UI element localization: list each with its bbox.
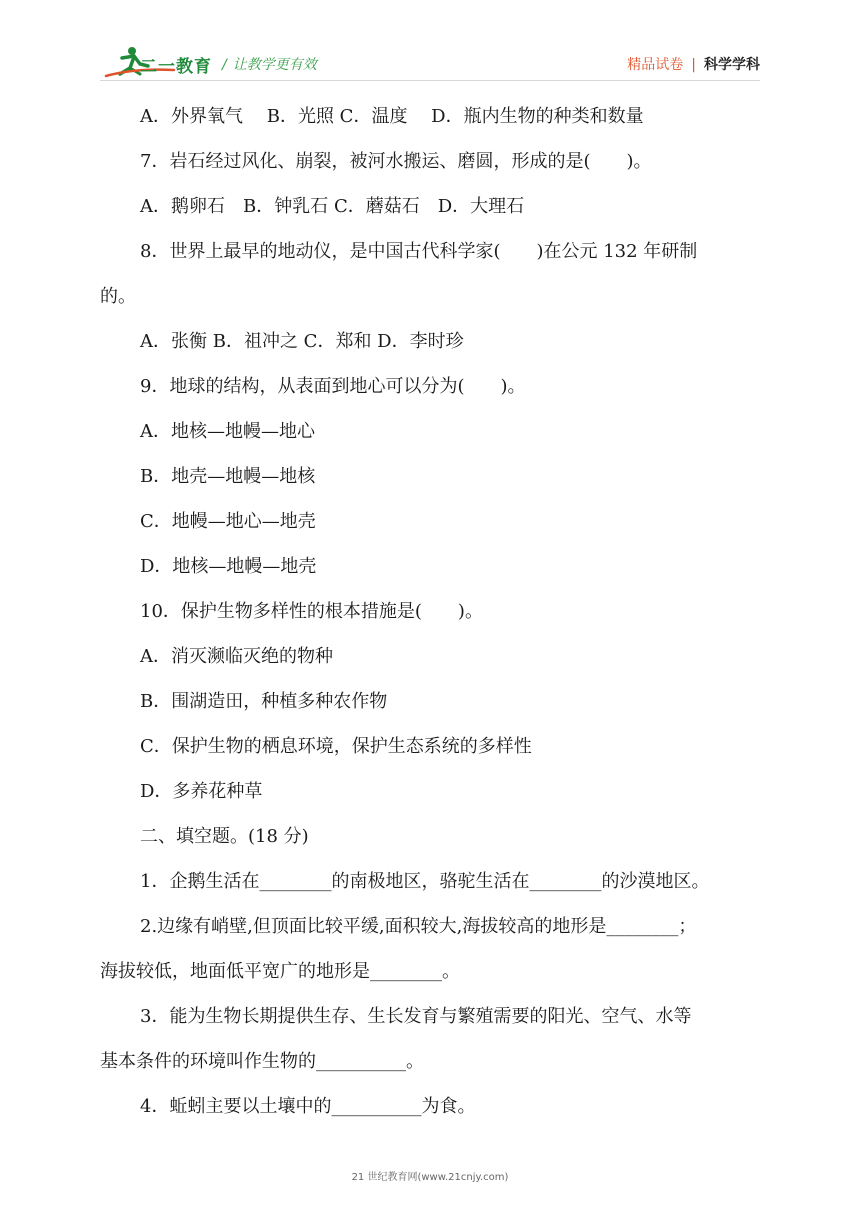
option-a: A．地核—地幔—地心 <box>140 421 315 442</box>
fill-question-2: 2.边缘有峭壁,但顶面比较平缓,面积较大,海拔较高的地形是________； <box>140 916 697 937</box>
page-footer: 21 世纪教育网(www.21cnjy.com) <box>351 1172 509 1183</box>
quality-paper-label: 精品试卷 <box>627 57 684 73</box>
option-c: C．保护生物的栖息环境，保护生态系统的多样性 <box>140 736 532 757</box>
fill-question-3: 3．能为生物长期提供生存、生长发育与繁殖需要的阳光、空气、水等 <box>140 1006 692 1027</box>
fill-question-1: 1．企鹅生活在________的南极地区，骆驼生活在________的沙漠地区。 <box>140 871 710 892</box>
page-header <box>0 0 860 88</box>
option-d: D．地核—地幔—地壳 <box>140 556 317 577</box>
option-c: C．地幔—地心—地壳 <box>140 511 316 532</box>
header-right <box>627 54 760 74</box>
option-d: D．多养花种草 <box>140 781 263 802</box>
option-line: A．外界氧气 B．光照 C．温度 D．瓶内生物的种类和数量 <box>140 106 644 127</box>
fill-question-4: 4．蚯蚓主要以土壤中的__________为食。 <box>140 1096 476 1117</box>
subject-label: 科学学科 <box>704 57 760 73</box>
question-7: 7．岩石经过风化、崩裂，被河水搬运、磨圆，形成的是( )。 <box>140 151 652 172</box>
header-rule <box>100 80 760 81</box>
header-separator: | <box>691 57 696 73</box>
option-b: B．地壳—地幔—地核 <box>140 466 316 487</box>
option-line: A．张衡 B．祖冲之 C．郑和 D．李时珍 <box>140 331 464 352</box>
logo-text: 二一教育 <box>140 57 212 77</box>
option-line: A．鹅卵石 B．钟乳石 C．蘑菇石 D．大理石 <box>140 196 525 217</box>
slogan-text: 让教学更有效 <box>232 57 317 73</box>
question-9: 9．地球的结构，从表面到地心可以分为( )。 <box>140 376 526 397</box>
fill-question-3-continued: 基本条件的环境叫作生物的__________。 <box>100 1051 424 1072</box>
question-10: 10．保护生物多样性的根本措施是( )。 <box>140 601 483 622</box>
slash-divider: / <box>222 57 227 73</box>
question-8: 8．世界上最早的地动仪，是中国古代科学家( )在公元 132 年研制 <box>140 241 698 262</box>
option-b: B．围湖造田，种植多种农作物 <box>140 691 388 712</box>
question-8-continued: 的。 <box>100 286 136 307</box>
section-heading: 二、填空题。(18 分) <box>140 826 309 847</box>
fill-question-2-continued: 海拔较低，地面低平宽广的地形是________。 <box>100 961 460 982</box>
option-a: A．消灭濒临灭绝的物种 <box>140 646 333 667</box>
slogan <box>222 54 317 74</box>
